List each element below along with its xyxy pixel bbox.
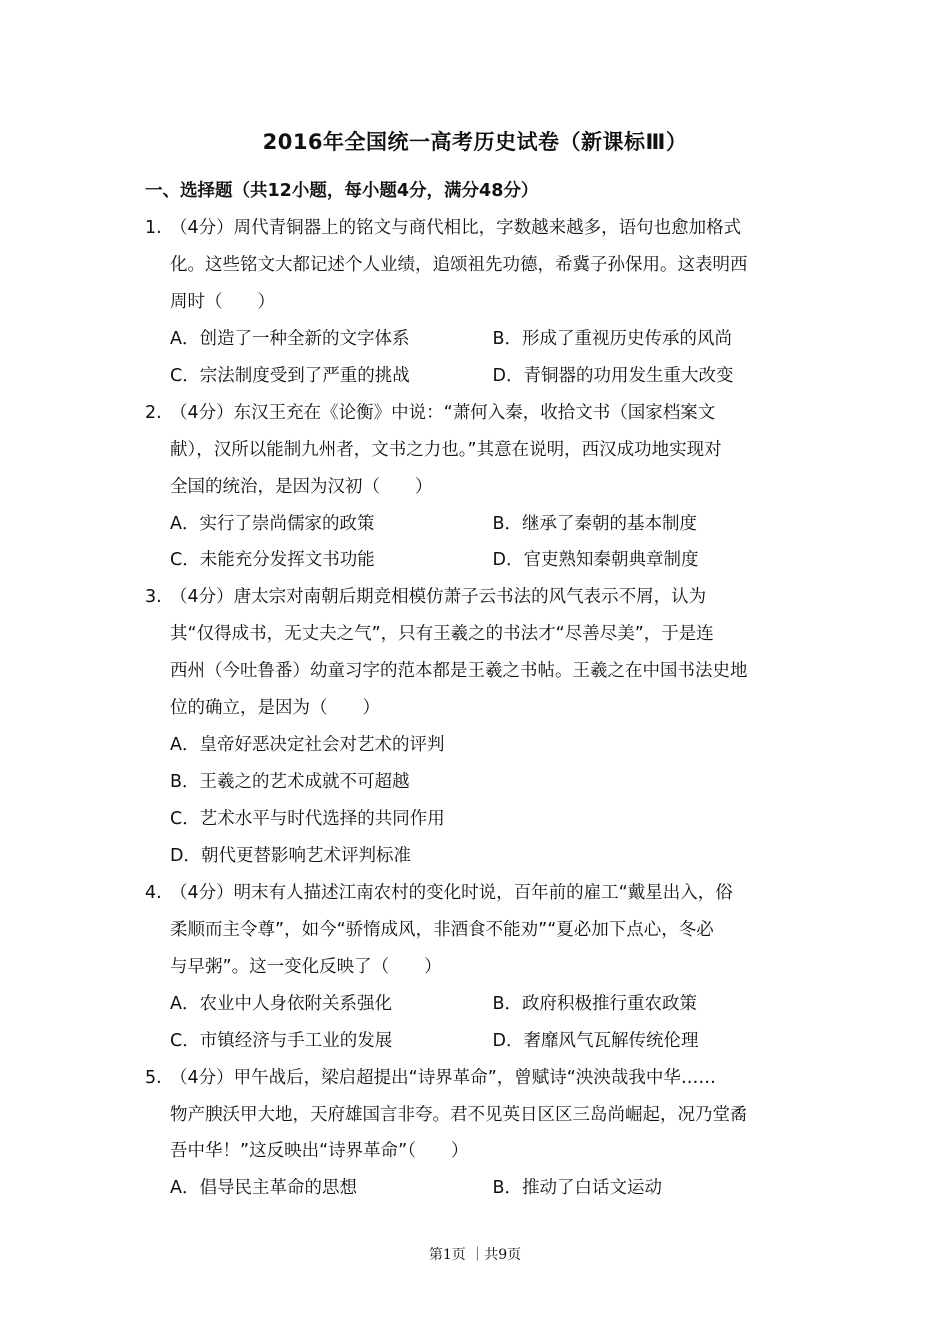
question-number: 3. — [145, 587, 162, 608]
question-stem-text: （4分）明末有人描述江南农村的变化时说，百年前的雇工“戴星出入，俗 — [170, 882, 733, 903]
answer-option: D．奢靡风气瓦解传统伦理 — [492, 1030, 699, 1051]
question-stem-line: 周时（ ） — [170, 291, 275, 312]
answer-option: C．艺术水平与时代选择的共同作用 — [170, 809, 445, 829]
question-stem-text: （4分）东汉王充在《论衡》中说：“萧何入秦，收拾文书（国家档案文 — [170, 402, 716, 423]
question-stem-line — [145, 1060, 815, 1097]
option-row — [145, 321, 815, 358]
option-row — [145, 986, 815, 1023]
question-stem-line — [145, 579, 815, 616]
option-row — [145, 801, 815, 838]
question-stem-line: 其“仅得成书，无丈夫之气”，只有王羲之的书法才“尽善尽美”，于是连 — [170, 624, 714, 645]
page-footer: 第1页 ｜共9页 — [428, 1247, 522, 1263]
question-stem-line: 物产腴沃甲大地，天府雄国言非夸。君不见英日区区三岛尚崛起，况乃堂矞 — [170, 1104, 748, 1125]
answer-option: A．皇帝好恶决定社会对艺术的评判 — [170, 735, 445, 756]
question-stem-line: 西州（今吐鲁番）幼童习字的范本都是王羲之书帖。王羲之在中国书法史地 — [170, 661, 748, 682]
question-stem-line: 与早粥”。这一变化反映了（ ） — [170, 956, 442, 977]
answer-option: D．青铜器的功用发生重大改变 — [492, 365, 734, 386]
question-stem-text: （4分）唐太宗对南朝后期竞相模仿萧子云书法的风气表示不屑，认为 — [170, 587, 707, 608]
question-stem-line: 献），汉所以能制九州者，文书之力也。”其意在说明，西汉成功地实现对 — [170, 439, 722, 460]
question-stem-text: （4分）周代青铜器上的铭文与商代相比，字数越来越多，语句也愈加格式 — [170, 218, 742, 238]
answer-option: B．政府积极推行重农政策 — [492, 993, 698, 1014]
option-row — [145, 838, 815, 875]
question-stem-line — [145, 210, 815, 247]
question-number: 2. — [145, 402, 162, 423]
answer-option: B．推动了白话文运动 — [492, 1178, 663, 1199]
question-stem-line: 化。这些铭文大都记述个人业绩，追颂祖先功德，希冀子孙保用。这表明西 — [170, 254, 748, 275]
answer-option: D．官吏熟知秦朝典章制度 — [492, 550, 699, 571]
question-number: 5. — [145, 1067, 162, 1088]
option-row — [145, 1170, 815, 1207]
question-stem-text: （4分）甲午战后，梁启超提出“诗界革命”，曾赋诗“泱泱哉我中华…… — [170, 1067, 716, 1088]
option-row — [145, 542, 815, 579]
answer-option: A．创造了一种全新的文字体系 — [170, 328, 410, 349]
option-row — [145, 506, 815, 543]
answer-option: A．农业中人身依附关系强化 — [170, 993, 392, 1014]
question-stem-line: 位的确立，是因为（ ） — [170, 698, 380, 719]
answer-option: B．继承了秦朝的基本制度 — [492, 513, 698, 534]
answer-option: B．形成了重视历史传承的风尚 — [492, 328, 733, 349]
question-item — [145, 395, 815, 580]
answer-option: A．实行了崇尚儒家的政策 — [170, 513, 375, 534]
question-item — [145, 1060, 815, 1208]
option-row — [145, 358, 815, 395]
question-stem-line: 柔顺而主令尊”，如今“骄惰成风，非酒食不能劝”“夏必加下点心，冬必 — [170, 919, 714, 940]
question-item — [145, 210, 815, 395]
question-stem-line — [145, 395, 815, 432]
answer-option: A．倡导民主革命的思想 — [170, 1178, 357, 1199]
option-row — [145, 727, 815, 764]
question-item — [145, 875, 815, 1060]
question-number: 1. — [145, 218, 162, 238]
answer-option: B．王羲之的艺术成就不可超越 — [170, 772, 410, 793]
option-row — [145, 1023, 815, 1060]
answer-option: C．宗法制度受到了严重的挑战 — [170, 365, 410, 386]
question-number: 4. — [145, 882, 162, 903]
section-heading: 一、选择题（共12小题，每小题4分，满分48分） — [145, 181, 539, 201]
question-item — [145, 579, 815, 875]
document-title: 2016年全国统一高考历史试卷（新课标Ⅲ） — [262, 130, 688, 154]
answer-option: C．市镇经济与手工业的发展 — [170, 1030, 393, 1051]
question-stem-line: 吾中华！”这反映出“诗界革命”（ ） — [170, 1141, 469, 1162]
option-row — [145, 764, 815, 801]
question-list — [145, 210, 815, 1207]
answer-option: D．朝代更替影响艺术评判标准 — [170, 845, 411, 866]
question-stem-line — [145, 875, 815, 912]
question-stem-line: 全国的统治，是因为汉初（ ） — [170, 476, 433, 497]
answer-option: C．未能充分发挥文书功能 — [170, 550, 375, 571]
